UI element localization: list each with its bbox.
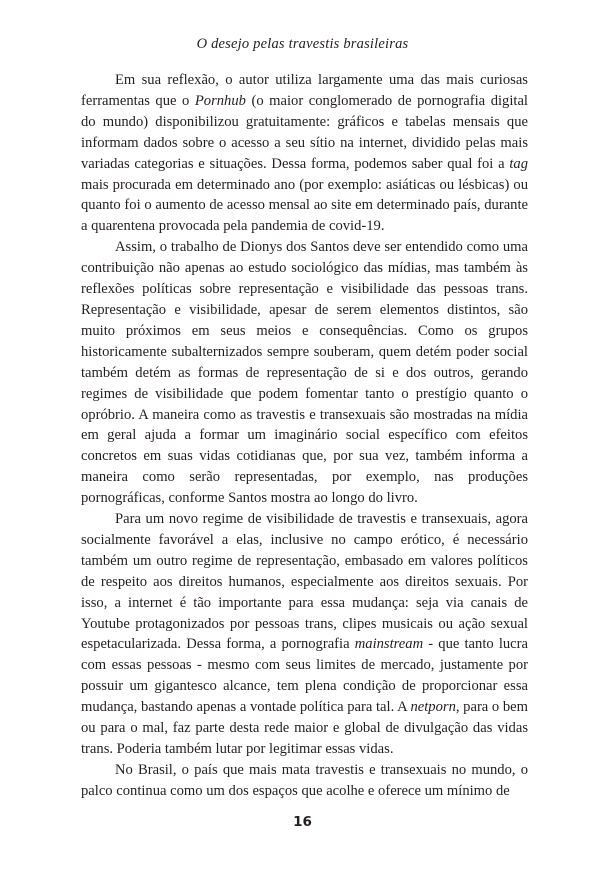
- italic-term: tag: [509, 155, 528, 172]
- text-segment: Assim, o trabalho de Dionys dos Santos deve ser entendido como uma contribuição não apenas ao estudo sociológico das mídias, mas também às reflexões políticas sobre representação e visibilidade das pessoas trans. Representação e visibilidade, apesar de serem elementos distintos, são muito próximos em seus meios e consequências. Como os grupos historicamente subalternizados sempre souberam, quem detém poder social também detém as formas de representação de si e dos outros, gerando regimes de visibilidade que podem fomentar tanto o prestígio quanto o opróbrio. A maneira como as travestis e transexuais são mostradas na mídia em geral ajuda a formar um imaginário social específico com efeitos concretos em suas vidas cotidianas que, por sua vez, também informa a maneira como serão representadas, por exemplo, nas produções pornográficas, conforme Santos mostra ao longo do livro.: [81, 239, 528, 507]
- paragraph: [81, 237, 528, 509]
- body-text: [81, 70, 528, 802]
- text-segment: Para um novo regime de visibilidade de travestis e transexuais, agora socialmente favorável a elas, inclusive no campo erótico, é necessário também um outro regime de representação, embasado em valores políticos de respeito aos direitos humanos, especialmente aos direitos sexuais. Por isso, a internet é tão importante para essa mudança: seja via canais de Youtube protagonizados por pessoas trans, clipes musicais ou ação sexual espetacularizada. Dessa forma, a pornografia: [81, 511, 528, 653]
- text-segment: , para o bem ou para o mal, faz parte desta rede maior e global de divulgação das vidas trans. Poderia também lutar por legitimar essas vidas.: [81, 699, 529, 757]
- paragraph: [81, 70, 528, 237]
- page-number: 16: [293, 814, 312, 830]
- text-segment: mais procurada em determinado ano (por exemplo: asiáticas ou lésbicas) ou quanto foi o aumento de acesso mensal ao site em determinado país, durante a quarentena provocada pela pandemia de covid-19.: [81, 176, 528, 235]
- text-segment: No Brasil, o país que mais mata travestis e transexuais no mundo, o palco continua como um dos espaços que acolhe e oferece um mínimo de: [81, 761, 528, 799]
- text-segment: - que tanto lucra com essas pessoas - mesmo com seus limites de mercado, justamente por possuir um gigantesco alcance, tem plena condição de proporcionar essa mudança, bastando apenas a vontade política para tal. A: [81, 636, 529, 716]
- running-head: O desejo pelas travestis brasileiras: [196, 36, 409, 52]
- text-segment: (o maior conglomerado de pornografia digital do mundo) disponibilizou gratuitamente: gráficos e tabelas mensais que informam dados sobre o acesso a seu sítio na internet, dividido pelas mais variadas categorias e situações. Dessa forma, podemos saber qual foi a: [81, 92, 528, 172]
- paragraph: [81, 509, 528, 760]
- italic-term: Pornhub: [194, 92, 246, 109]
- paragraph: [81, 760, 528, 802]
- text-segment: Em sua reflexão, o autor utiliza largamente uma das mais curiosas ferramentas que o: [81, 72, 528, 109]
- italic-term: mainstream: [354, 636, 424, 653]
- italic-term: netporn: [410, 699, 456, 716]
